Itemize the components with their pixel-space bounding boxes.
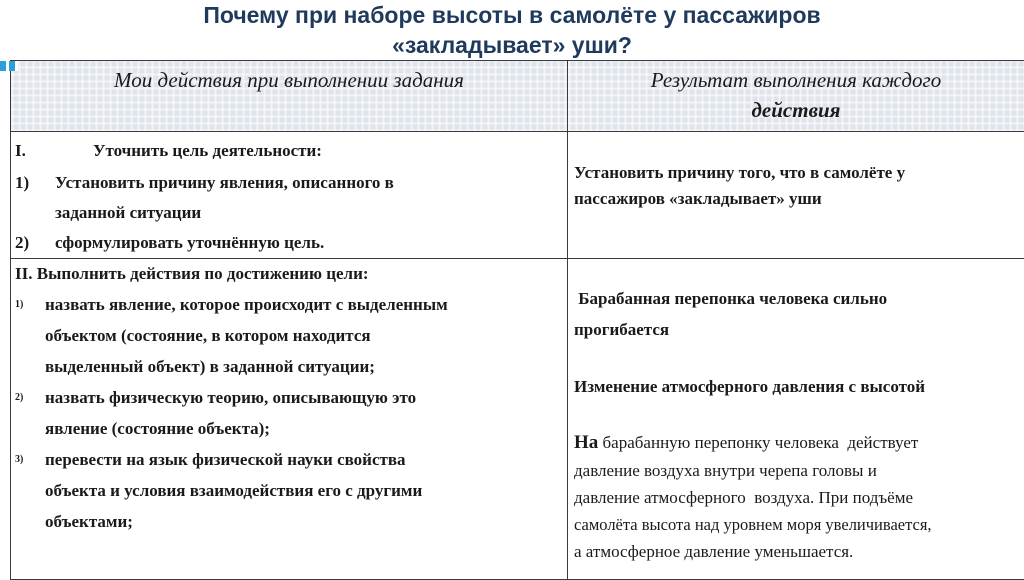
- header-results-label: [568, 61, 1024, 125]
- row2-item-1-line-3: выделенный объект) в заданной ситуации;: [11, 351, 567, 382]
- row1-heading-text: Уточнить цель деятельности:: [11, 141, 322, 160]
- slide-title-line-1: Почему при наборе высоты в самолёте у пассажиров: [0, 0, 1024, 30]
- header-results-line-2: действия: [568, 95, 1024, 125]
- row2-item-2-line-1: назвать физическую теорию, описывающую это: [11, 382, 567, 413]
- row2-result-3-line-2: давление воздуха внутри черепа головы и: [574, 457, 1024, 484]
- row2-heading: II. Выполнить действия по достижению цели:: [11, 261, 567, 287]
- row1-results-cell: [568, 132, 1024, 259]
- slide-title: [0, 0, 1024, 62]
- task-table: [10, 60, 1024, 580]
- row1-item-2: [11, 230, 567, 256]
- row2-item-2-line-2: явление (состояние объекта);: [11, 413, 567, 444]
- row1-actions-cell: [11, 132, 568, 259]
- row2-result-3-line-3: давление атмосферного воздуха. При подъёме: [574, 484, 1024, 511]
- row2-item-1-line-2: объектом (состояние, в котором находится: [11, 320, 567, 351]
- row2-result-2: Изменение атмосферного давления с высотой: [574, 371, 1024, 402]
- header-actions-label: Мои действия при выполнении задания: [11, 61, 567, 95]
- table-row: [11, 259, 1024, 580]
- row1-item-2-number: 2): [15, 230, 29, 256]
- row2-actions-cell: [11, 259, 568, 580]
- row2-item-3-line-3: объектами;: [11, 506, 567, 537]
- row2-result-3-line-5: а атмосферное давление уменьшается.: [574, 538, 1024, 565]
- row2-result-1-line-2: прогибается: [574, 314, 1024, 345]
- header-cell-actions: [11, 61, 568, 132]
- row2-result-3-line-1-rest: барабанную перепонку человека действует: [598, 433, 918, 452]
- row1-item-1-number: 1): [15, 170, 29, 196]
- row2-item-1: [11, 289, 567, 382]
- accent-squares: [0, 61, 18, 71]
- row2-result-3-lead: На: [574, 432, 598, 453]
- row2-result-3-line-1: [574, 428, 1024, 457]
- slide-title-line-2: «закладывает» уши?: [0, 30, 1024, 60]
- row1-result-line-1: Установить причину того, что в самолёте у: [574, 160, 1024, 186]
- row1-result-line-2: пассажиров «закладывает» уши: [574, 186, 1024, 212]
- row2-item-2: [11, 382, 567, 444]
- row2-item-2-number: 2): [15, 382, 23, 413]
- row1-item-1: [11, 170, 567, 196]
- row2-item-3-line-1: перевести на язык физической науки свойства: [11, 444, 567, 475]
- row2-item-1-line-1: назвать явление, которое происходит с выделенным: [11, 289, 567, 320]
- row2-item-1-number: 1): [15, 289, 23, 320]
- table-header-row: [11, 61, 1024, 132]
- row1-item-1-line-1: Установить причину явления, описанного в: [11, 170, 567, 196]
- row1-heading-number: I.: [15, 138, 26, 164]
- header-results-line-1: Результат выполнения каждого: [568, 65, 1024, 95]
- row2-results-cell: [568, 259, 1024, 580]
- row1-heading: [11, 138, 567, 164]
- table-row: [11, 132, 1024, 259]
- row2-item-3: [11, 444, 567, 537]
- row1-item-2-line-1: сформулировать уточнённую цель.: [11, 230, 567, 256]
- row2-result-1-line-1: Барабанная перепонка человека сильно: [574, 283, 1024, 314]
- row1-item-1-line-2: заданной ситуации: [11, 200, 567, 226]
- row2-item-3-line-2: объекта и условия взаимодействия его с другими: [11, 475, 567, 506]
- row2-item-3-number: 3): [15, 444, 23, 475]
- header-cell-results: [568, 61, 1024, 132]
- row2-result-3-line-4: самолёта высота над уровнем моря увеличивается,: [574, 511, 1024, 538]
